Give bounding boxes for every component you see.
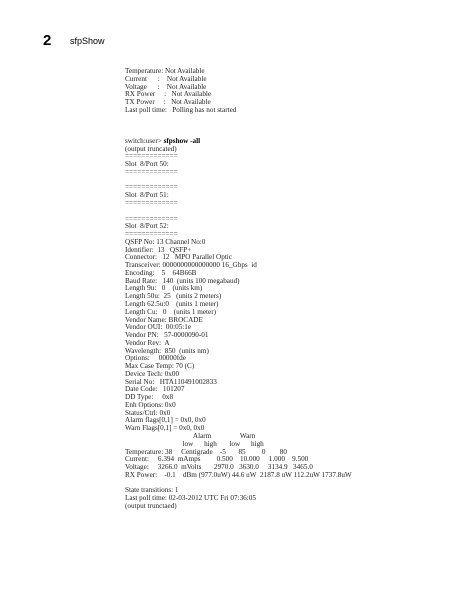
output-line-text: ============= (125, 199, 178, 208)
output-line-text: low high low high (125, 439, 264, 448)
output-line-text: Max Case Temp: 70 (C) (125, 362, 195, 371)
output-line-text: Current: 6.394 mAmps 0.500 10.000 1.000 9.500 (125, 455, 309, 464)
output-line-text: Voltage: 3266.0 mVolts 2970.0 3630.0 3134.9 3465.0 (125, 463, 313, 472)
output-line (125, 153, 470, 161)
output-line (125, 394, 470, 402)
output-line-text: Length 9u: 0 (units km) (125, 284, 203, 293)
output-line-text: State transitions: 1 (125, 486, 179, 495)
output-line-text: Slot 8/Port 51: (125, 191, 169, 200)
output-line-text: Warn Flags[0,1] = 0x0, 0x0 (125, 424, 205, 433)
output-line-text: Vendor PN: 57-0000090-01 (125, 331, 209, 340)
output-line-text: Wavelength: 850 (units nm) (125, 346, 209, 355)
output-line (125, 169, 470, 177)
output-line (125, 122, 470, 130)
output-line-text: ============= (125, 214, 178, 223)
output-line-text: RX Power: -0.1 dBm (977.0uW) 44.6 uW 2187.8 uW 112.2uW 1737.8uW (125, 470, 352, 479)
output-line-text: DD Type: 0x8 (125, 393, 174, 402)
output-line (125, 503, 470, 511)
output-line-text: Vendor Name: BROCADE (125, 315, 203, 324)
output-line-text: Enh Options: 0x0 (125, 400, 176, 409)
output-line-text: Temperature: Not Available (125, 67, 205, 75)
output-line (125, 115, 470, 123)
output-line (125, 472, 470, 480)
output-line-text: QSFP No: 13 Channel No:0 (125, 237, 206, 246)
output-line-text: (output truncated) (125, 144, 177, 153)
output-line (125, 386, 470, 394)
chapter-number: 2 (43, 32, 52, 49)
output-line (125, 107, 470, 115)
output-line-text: (output trunctaed) (125, 501, 177, 510)
output-line-text: Encoding: 5 64B66B (125, 268, 197, 277)
output-line-text: TX Power : Not Available (125, 98, 211, 107)
chapter-title: sfpShow (70, 36, 105, 46)
output-line (125, 184, 470, 192)
output-line-text: Options: 00000fde (125, 354, 186, 363)
output-line-text: Status/Ctrl: 0x0 (125, 408, 171, 417)
output-line-text: Device Tech: 0x00 (125, 369, 180, 378)
output-line-text: Length 50u: 25 (units 2 meters) (125, 292, 222, 301)
output-line-text: Transceiver: 0000000000000000 16_Gbps id (125, 261, 257, 270)
output-line (125, 402, 470, 410)
command-text: sfpshow -all (163, 136, 201, 145)
output-line-text: Alarm flags[0,1] = 0x0, 0x0 (125, 416, 206, 425)
output-line-text: ============= (125, 167, 178, 176)
output-line (125, 200, 470, 208)
output-line-text: Slot 8/Port 50: (125, 160, 169, 169)
output-line-text: Date Code: 101207 (125, 385, 185, 394)
output-line (125, 332, 470, 340)
output-line-text: Length Cu: 0 (units 1 meter) (125, 307, 217, 316)
output-line-text: Length 62.5u:0 (units 1 meter) (125, 299, 219, 308)
output-line (125, 216, 470, 224)
output-line-text: Last poll time: Polling has not started (125, 105, 237, 114)
output-line-text: Current : Not Available (125, 74, 207, 83)
output-line-text: Last poll time: 02-03-2012 UTC Fri 07:36:05 (125, 494, 256, 503)
output-line-text: Vendor OUI: 00:05:1e (125, 323, 192, 332)
output-line-text: Vendor Rev: A (125, 338, 170, 347)
output-line-text: Baud Rate: 140 (units 100 megabaud) (125, 276, 240, 285)
output-line-text: Voltage : Not Available (125, 82, 207, 91)
output-line-text: ============= (125, 183, 178, 192)
output-line-text: Connector: 12 MPO Parallel Optic (125, 253, 232, 262)
output-line-text: Slot 8/Port 52: (125, 222, 169, 231)
output-line-text: ============= (125, 152, 178, 161)
output-line-text: RX Power : Not Available (125, 90, 212, 99)
output-line-text: Alarm Warn (125, 431, 256, 440)
output-line-text: Serial No: HTA110491002833 (125, 377, 217, 386)
output-line-text: switch:user> (125, 136, 164, 145)
command-output-block (125, 68, 470, 511)
output-line-text: ============= (125, 230, 178, 239)
output-line-text: Identifier: 13 QSFP+ (125, 245, 192, 254)
output-line-text: Temperature: 38 Centigrade -5 85 0 80 (125, 447, 287, 456)
